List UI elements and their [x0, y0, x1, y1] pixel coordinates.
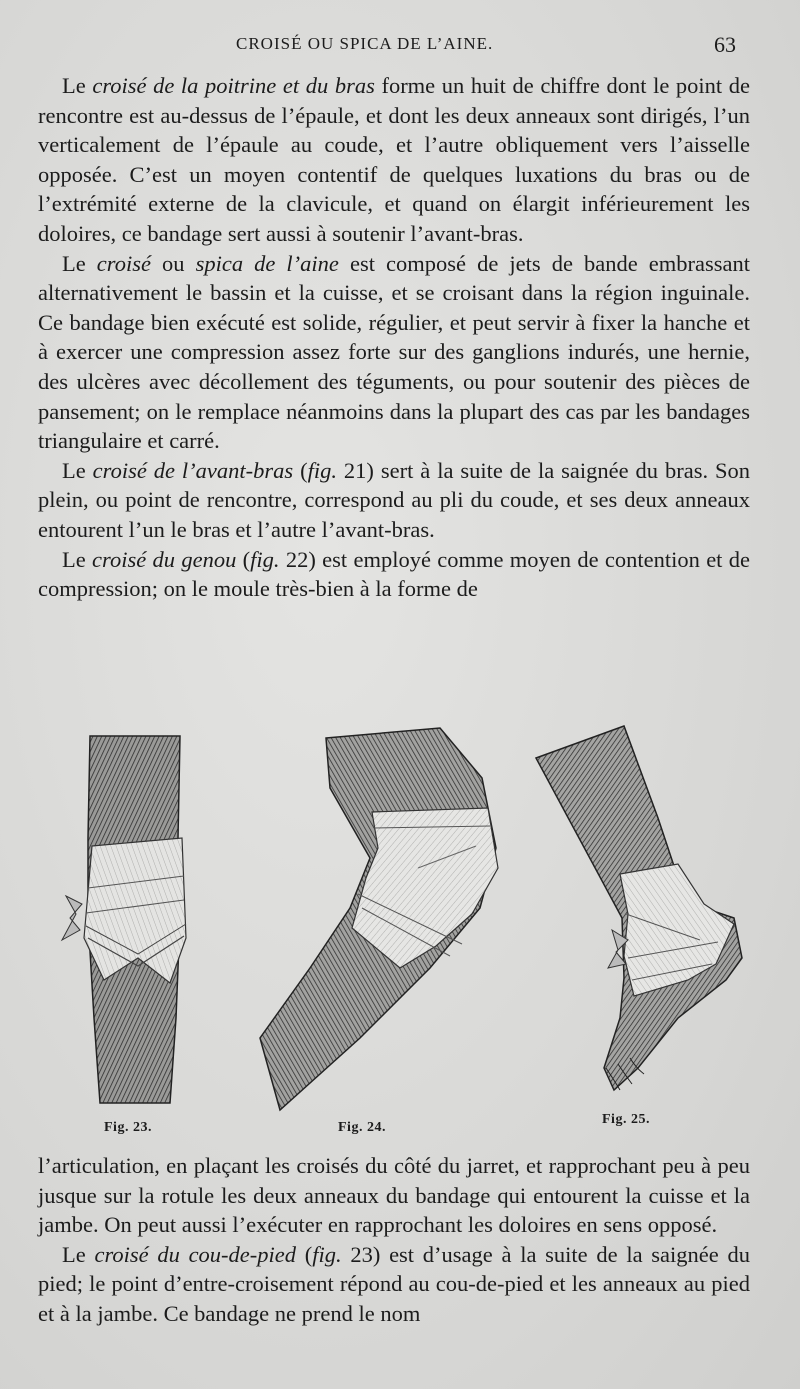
- figure-23: [48, 718, 208, 1138]
- text-run: Le: [62, 457, 93, 483]
- text-run: (: [236, 546, 251, 572]
- italic-term: croisé du cou-de-pied: [94, 1241, 297, 1267]
- italic-term: spica de l’aine: [195, 250, 339, 276]
- text-run: l’articulation, en plaçant les croisés du côté du jarret, et rapprochant peu à peu jusque sur la rotule les deux anneaux du bandage qui entourent la cuisse et la jambe. On peut aussi l’exécuter en rapprochant les doloires en sens opposé.: [38, 1153, 750, 1238]
- paragraph: [38, 1240, 750, 1329]
- text-run: 22) est employé comme moyen de contention et de compression; on le moule très-bien à la forme de: [38, 546, 750, 602]
- page-number: 63: [714, 32, 736, 57]
- italic-term: croisé: [96, 250, 151, 276]
- figure-caption: Fig. 23.: [104, 1120, 152, 1135]
- text-run: forme un huit de chiffre dont le point de rencontre est au-dessus de l’épaule, et dont les deux anneaux sont dirigés, l’un verticalement de l’épaule au coude, et l’autre obliquement vers l’aisselle opposée. C’est un moyen contentif de quelques luxations du bras ou de l’extrémité externe de la clavicule, et quand on élargit inférieurement les doloires, ce bandage sert aussi à soutenir l’avant-bras.: [38, 73, 750, 246]
- figures-row: [0, 718, 800, 1148]
- text-run: est composé de jets de bande embrassant alternativement le bassin et la cuisse, et se croisant dans la région inguinale. Ce bandage bien exécuté est solide, régulier, et peut servir à fixer la hanche et à exercer une compression assez forte sur des ganglions indurés, une hernie, des ulcères avec décollement des téguments, ou pour soutenir des pièces de pansement; on le remplace néanmoins dans la plupart des cas par les bandages triangulaire et carré.: [38, 250, 750, 454]
- paragraph: [38, 71, 750, 249]
- bandaged-forearm-illustration: [48, 718, 208, 1118]
- top-text-block: [38, 71, 750, 604]
- bottom-text-block: [38, 1151, 750, 1329]
- text-run: 21) sert à la suite de la saignée du bras. Son plein, ou point de rencontre, correspond au pli du coude, et ses deux anneaux entourent l’un le bras et l’autre l’avant-bras.: [38, 457, 751, 542]
- paragraph: [38, 1151, 750, 1240]
- page-header: [0, 34, 800, 58]
- italic-term: croisé de l’avant-bras: [92, 457, 294, 483]
- paragraph: [38, 249, 750, 456]
- italic-term: fig.: [307, 457, 337, 483]
- italic-term: croisé de la poitrine et du bras: [92, 73, 375, 98]
- figure-caption: Fig. 25.: [602, 1112, 650, 1127]
- bandaged-knee-illustration: [250, 718, 520, 1118]
- paragraph: [38, 545, 750, 604]
- figure-25: [528, 718, 758, 1138]
- italic-term: croisé du genou: [92, 546, 237, 572]
- text-run: Le: [62, 73, 93, 98]
- text-run: ou: [150, 250, 196, 276]
- text-run: 23) est d’usage à la suite de la saignée du pied; le point d’entre-croisement répond au cou-de-pied et les anneaux au pied et à la jambe. Ce bandage ne prend le nom: [38, 1241, 750, 1326]
- paragraph: [38, 456, 750, 545]
- bandaged-foot-illustration: [528, 718, 758, 1108]
- text-run: (: [293, 457, 308, 483]
- figure-caption: Fig. 24.: [338, 1120, 386, 1135]
- text-run: Le: [62, 546, 93, 572]
- text-run: Le: [62, 250, 97, 276]
- running-title: CROISÉ OU SPICA DE L’AINE.: [236, 34, 494, 53]
- text-run: Le: [62, 1241, 95, 1267]
- italic-term: fig.: [250, 546, 280, 572]
- text-run: (: [296, 1241, 313, 1267]
- italic-term: fig.: [312, 1241, 342, 1267]
- figure-24: [250, 718, 520, 1138]
